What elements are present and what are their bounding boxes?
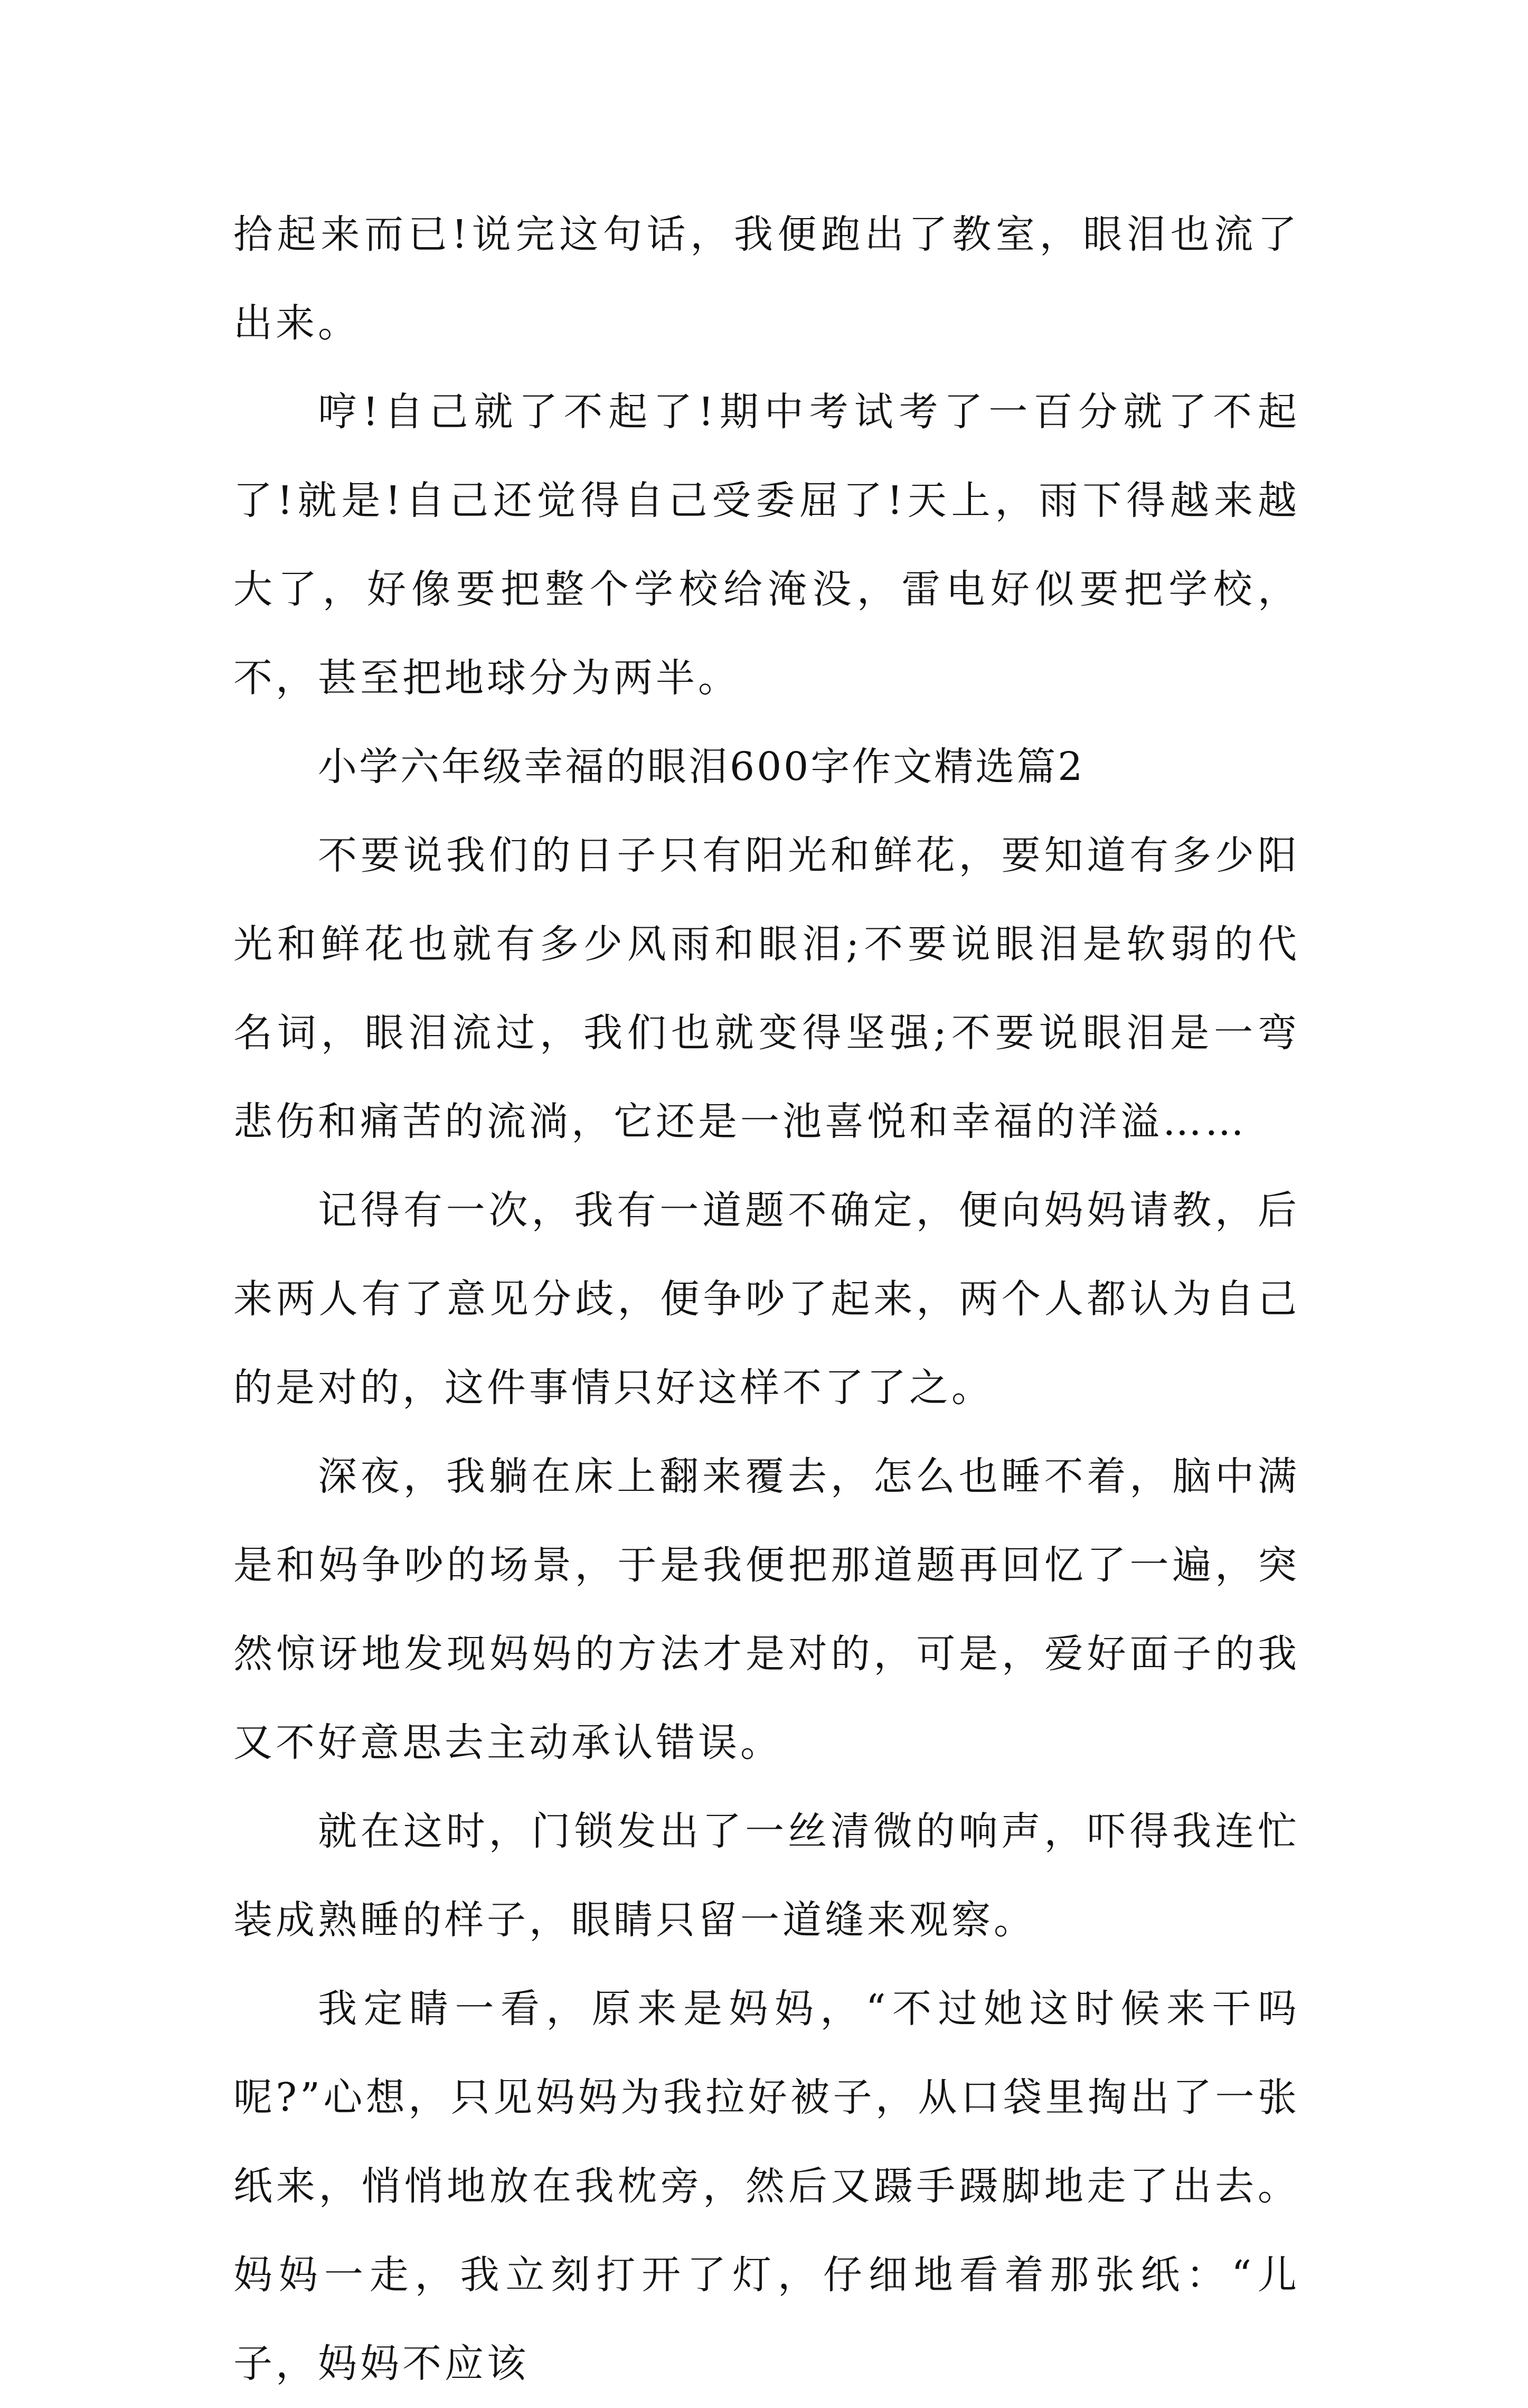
paragraph-3: 不要说我们的日子只有阳光和鲜花，要知道有多少阳光和鲜花也就有多少风雨和眼泪;不要说眼泪是软弱的代名词，眼泪流过，我们也就变得坚强;不要说眼泪是一弯悲伤和痛苦的流淌，它还是一池喜悦和幸福的洋溢…… xyxy=(233,833,1300,1144)
paragraph-5: 深夜，我躺在床上翻来覆去，怎么也睡不着，脑中满是和妈争吵的场景，于是我便把那道题再回忆了一遍，突然惊讶地发现妈妈的方法才是对的，可是，爱好面子的我又不好意思去主动承认错误。 xyxy=(233,1454,1300,1765)
paragraph-4: 记得有一次，我有一道题不确定，便向妈妈请教，后来两人有了意见分歧，便争吵了起来，两个人都认为自己的是对的，这件事情只好这样不了了之。 xyxy=(233,1188,1300,1410)
document-body xyxy=(233,190,1300,2408)
paragraph-2: 哼!自己就了不起了!期中考试考了一百分就了不起了!就是!自己还觉得自己受委屈了!天上，雨下得越来越大了，好像要把整个学校给淹没，雷电好似要把学校，不，甚至把地球分为两半。 xyxy=(233,389,1300,701)
paragraph-1: 拾起来而已!说完这句话，我便跑出了教室，眼泪也流了出来。 xyxy=(233,212,1300,346)
paragraph-6: 就在这时，门锁发出了一丝清微的响声，吓得我连忙装成熟睡的样子，眼睛只留一道缝来观察。 xyxy=(233,1809,1300,1943)
section-heading: 小学六年级幸福的眼泪600字作文精选篇2 xyxy=(318,744,1085,789)
paragraph-7: 我定睛一看，原来是妈妈，“不过她这时候来干吗呢?”心想，只见妈妈为我拉好被子，从口袋里掏出了一张纸来，悄悄地放在我枕旁，然后又蹑手蹑脚地走了出去。妈妈一走，我立刻打开了灯，仔细地看着那张纸：“儿子，妈妈不应该 xyxy=(233,1986,1300,2386)
